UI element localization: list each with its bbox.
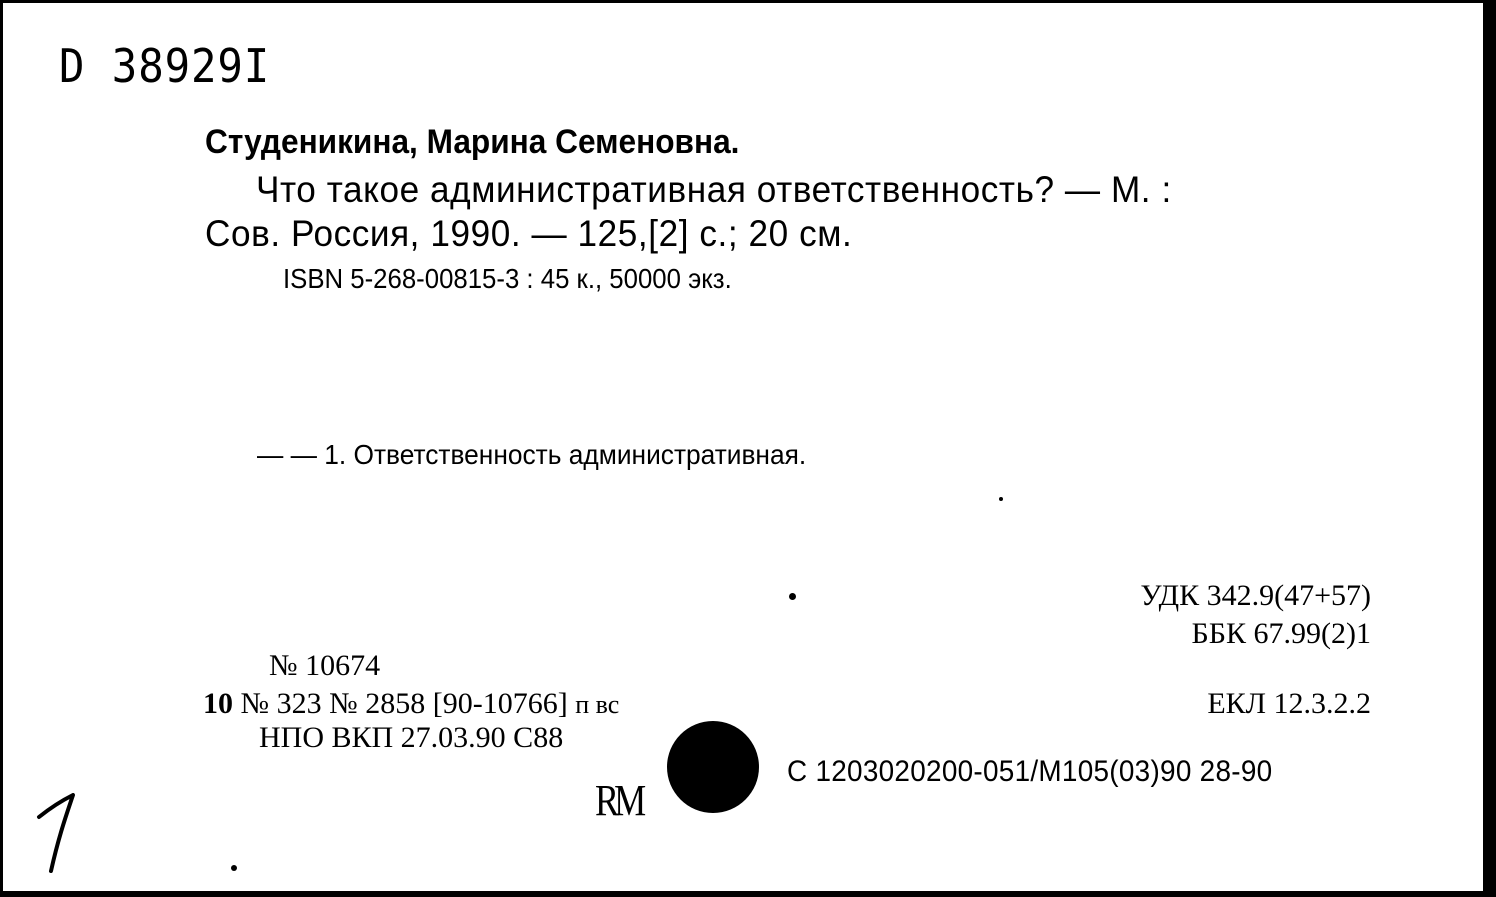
processing-suffix: п вс (575, 690, 620, 719)
catalog-card (3, 3, 1487, 893)
punch-dot (667, 721, 759, 813)
ekl-code: ЕКЛ 12.3.2.2 (1207, 687, 1371, 720)
ink-speck (999, 497, 1003, 501)
ink-speck (789, 593, 796, 600)
processing-numbers: № 323 № 2858 [90-10766] (233, 687, 576, 720)
title-line-1: Что такое административная ответственность? — М. : (256, 169, 1172, 210)
processing-prefix: 10 (203, 687, 233, 720)
udk-code: УДК 342.9(47+57) (1140, 579, 1371, 612)
processing-line (203, 689, 619, 719)
ink-speck (231, 865, 237, 871)
bbk-code: ББК 67.99(2)1 (1191, 617, 1371, 650)
shelf-mark: D 38929I (59, 39, 271, 93)
handwritten-mark (31, 793, 81, 873)
author-heading: Студеникина, Марина Семеновна. (205, 123, 740, 161)
subject-heading: — — 1. Ответственность административная. (257, 439, 807, 470)
record-number: № 10674 (269, 649, 381, 682)
rm-stamp: RM (595, 776, 642, 825)
isbn-line: ISBN 5-268-00815-3 : 45 к., 50000 экз. (283, 263, 732, 294)
title-line-2: Сов. Россия, 1990. — 125,[2] с.; 20 см. (205, 213, 853, 254)
catalog-code: С 1203020200-051/М105(03)90 28-90 (787, 755, 1273, 788)
npo-line: НПО ВКП 27.03.90 С88 (259, 721, 564, 754)
